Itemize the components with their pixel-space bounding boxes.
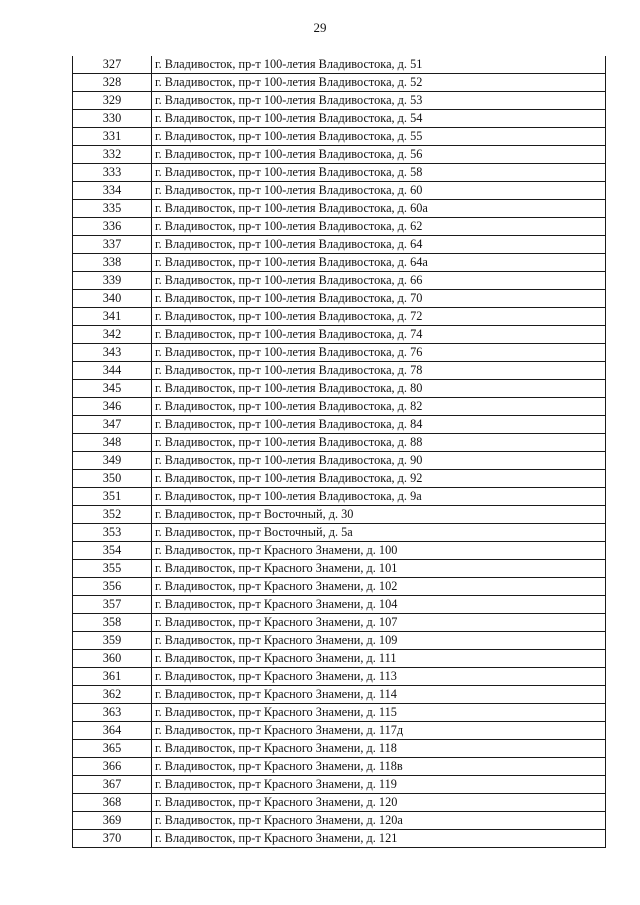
table-row [73,524,606,542]
row-number-cell: 363 [73,704,152,722]
table-row [73,830,606,848]
row-number-cell: 369 [73,812,152,830]
row-number-cell: 335 [73,200,152,218]
row-number-cell: 368 [73,794,152,812]
table-row [73,56,606,74]
address-cell: г. Владивосток, пр-т 100-летия Владивостока, д. 52 [152,74,606,92]
page-number: 29 [313,20,327,35]
row-number-cell: 344 [73,362,152,380]
row-number-cell: 359 [73,632,152,650]
address-cell: г. Владивосток, пр-т Красного Знамени, д. 120а [152,812,606,830]
address-cell: г. Владивосток, пр-т Красного Знамени, д. 118в [152,758,606,776]
row-number-cell: 343 [73,344,152,362]
table-row [73,704,606,722]
row-number-cell: 370 [73,830,152,848]
row-number-cell: 366 [73,758,152,776]
row-number-cell: 349 [73,452,152,470]
table-row [73,470,606,488]
table-row [73,92,606,110]
address-cell: г. Владивосток, пр-т 100-летия Владивостока, д. 64а [152,254,606,272]
row-number-cell: 345 [73,380,152,398]
table-row [73,218,606,236]
address-cell: г. Владивосток, пр-т 100-летия Владивостока, д. 62 [152,218,606,236]
address-cell: г. Владивосток, пр-т 100-летия Владивостока, д. 55 [152,128,606,146]
row-number-cell: 352 [73,506,152,524]
address-cell: г. Владивосток, пр-т Красного Знамени, д. 118 [152,740,606,758]
address-cell: г. Владивосток, пр-т Красного Знамени, д. 101 [152,560,606,578]
table-row [73,344,606,362]
row-number-cell: 331 [73,128,152,146]
address-table-body [73,56,606,848]
table-row [73,560,606,578]
row-number-cell: 357 [73,596,152,614]
row-number-cell: 355 [73,560,152,578]
row-number-cell: 354 [73,542,152,560]
address-cell: г. Владивосток, пр-т 100-летия Владивостока, д. 51 [152,56,606,74]
address-cell: г. Владивосток, пр-т 100-летия Владивостока, д. 76 [152,344,606,362]
address-cell: г. Владивосток, пр-т 100-летия Владивостока, д. 82 [152,398,606,416]
table-row [73,596,606,614]
row-number-cell: 328 [73,74,152,92]
row-number-cell: 365 [73,740,152,758]
address-cell: г. Владивосток, пр-т 100-летия Владивостока, д. 74 [152,326,606,344]
row-number-cell: 337 [73,236,152,254]
address-cell: г. Владивосток, пр-т 100-летия Владивостока, д. 72 [152,308,606,326]
table-row [73,506,606,524]
row-number-cell: 336 [73,218,152,236]
address-cell: г. Владивосток, пр-т Красного Знамени, д. 102 [152,578,606,596]
table-row [73,812,606,830]
row-number-cell: 330 [73,110,152,128]
table-row [73,614,606,632]
table-row [73,434,606,452]
row-number-cell: 353 [73,524,152,542]
table-row [73,398,606,416]
table-row [73,542,606,560]
row-number-cell: 332 [73,146,152,164]
address-cell: г. Владивосток, пр-т 100-летия Владивостока, д. 53 [152,92,606,110]
table-row [73,686,606,704]
address-cell: г. Владивосток, пр-т 100-летия Владивостока, д. 66 [152,272,606,290]
address-cell: г. Владивосток, пр-т 100-летия Владивостока, д. 92 [152,470,606,488]
row-number-cell: 334 [73,182,152,200]
row-number-cell: 329 [73,92,152,110]
address-cell: г. Владивосток, пр-т 100-летия Владивостока, д. 84 [152,416,606,434]
address-cell: г. Владивосток, пр-т 100-летия Владивостока, д. 60 [152,182,606,200]
row-number-cell: 333 [73,164,152,182]
address-cell: г. Владивосток, пр-т 100-летия Владивостока, д. 9а [152,488,606,506]
address-cell: г. Владивосток, пр-т Красного Знамени, д. 104 [152,596,606,614]
table-row [73,146,606,164]
address-cell: г. Владивосток, пр-т 100-летия Владивостока, д. 56 [152,146,606,164]
row-number-cell: 339 [73,272,152,290]
address-cell: г. Владивосток, пр-т 100-летия Владивостока, д. 54 [152,110,606,128]
row-number-cell: 348 [73,434,152,452]
table-row [73,272,606,290]
row-number-cell: 341 [73,308,152,326]
row-number-cell: 356 [73,578,152,596]
table-row [73,290,606,308]
address-cell: г. Владивосток, пр-т Красного Знамени, д. 109 [152,632,606,650]
table-row [73,632,606,650]
address-cell: г. Владивосток, пр-т 100-летия Владивостока, д. 70 [152,290,606,308]
table-row [73,794,606,812]
table-row [73,110,606,128]
address-cell: г. Владивосток, пр-т Красного Знамени, д. 120 [152,794,606,812]
address-cell: г. Владивосток, пр-т 100-летия Владивостока, д. 78 [152,362,606,380]
table-row [73,254,606,272]
address-cell: г. Владивосток, пр-т Восточный, д. 5а [152,524,606,542]
row-number-cell: 347 [73,416,152,434]
row-number-cell: 327 [73,56,152,74]
table-row [73,164,606,182]
address-cell: г. Владивосток, пр-т 100-летия Владивостока, д. 80 [152,380,606,398]
address-cell: г. Владивосток, пр-т 100-летия Владивостока, д. 64 [152,236,606,254]
table-row [73,362,606,380]
table-row [73,776,606,794]
address-cell: г. Владивосток, пр-т 100-летия Владивостока, д. 58 [152,164,606,182]
table-row [73,182,606,200]
address-cell: г. Владивосток, пр-т 100-летия Владивостока, д. 88 [152,434,606,452]
table-row [73,650,606,668]
table-row [73,416,606,434]
table-row [73,200,606,218]
address-cell: г. Владивосток, пр-т Красного Знамени, д. 114 [152,686,606,704]
row-number-cell: 360 [73,650,152,668]
address-cell: г. Владивосток, пр-т Красного Знамени, д. 111 [152,650,606,668]
row-number-cell: 367 [73,776,152,794]
address-cell: г. Владивосток, пр-т Красного Знамени, д. 100 [152,542,606,560]
row-number-cell: 340 [73,290,152,308]
table-row [73,308,606,326]
row-number-cell: 346 [73,398,152,416]
table-row [73,236,606,254]
row-number-cell: 361 [73,668,152,686]
table-row [73,128,606,146]
address-cell: г. Владивосток, пр-т 100-летия Владивостока, д. 60а [152,200,606,218]
address-cell: г. Владивосток, пр-т Красного Знамени, д. 115 [152,704,606,722]
table-row [73,740,606,758]
table-row [73,668,606,686]
row-number-cell: 362 [73,686,152,704]
address-cell: г. Владивосток, пр-т Красного Знамени, д. 113 [152,668,606,686]
row-number-cell: 350 [73,470,152,488]
table-row [73,758,606,776]
row-number-cell: 338 [73,254,152,272]
table-row [73,326,606,344]
table-row [73,488,606,506]
table-row [73,74,606,92]
row-number-cell: 364 [73,722,152,740]
table-row [73,578,606,596]
address-cell: г. Владивосток, пр-т Восточный, д. 30 [152,506,606,524]
table-row [73,722,606,740]
row-number-cell: 358 [73,614,152,632]
table-row [73,452,606,470]
address-cell: г. Владивосток, пр-т Красного Знамени, д. 121 [152,830,606,848]
address-cell: г. Владивосток, пр-т 100-летия Владивостока, д. 90 [152,452,606,470]
address-cell: г. Владивосток, пр-т Красного Знамени, д. 107 [152,614,606,632]
row-number-cell: 351 [73,488,152,506]
row-number-cell: 342 [73,326,152,344]
table-row [73,380,606,398]
address-table [72,56,606,848]
address-cell: г. Владивосток, пр-т Красного Знамени, д. 119 [152,776,606,794]
address-cell: г. Владивосток, пр-т Красного Знамени, д. 117д [152,722,606,740]
